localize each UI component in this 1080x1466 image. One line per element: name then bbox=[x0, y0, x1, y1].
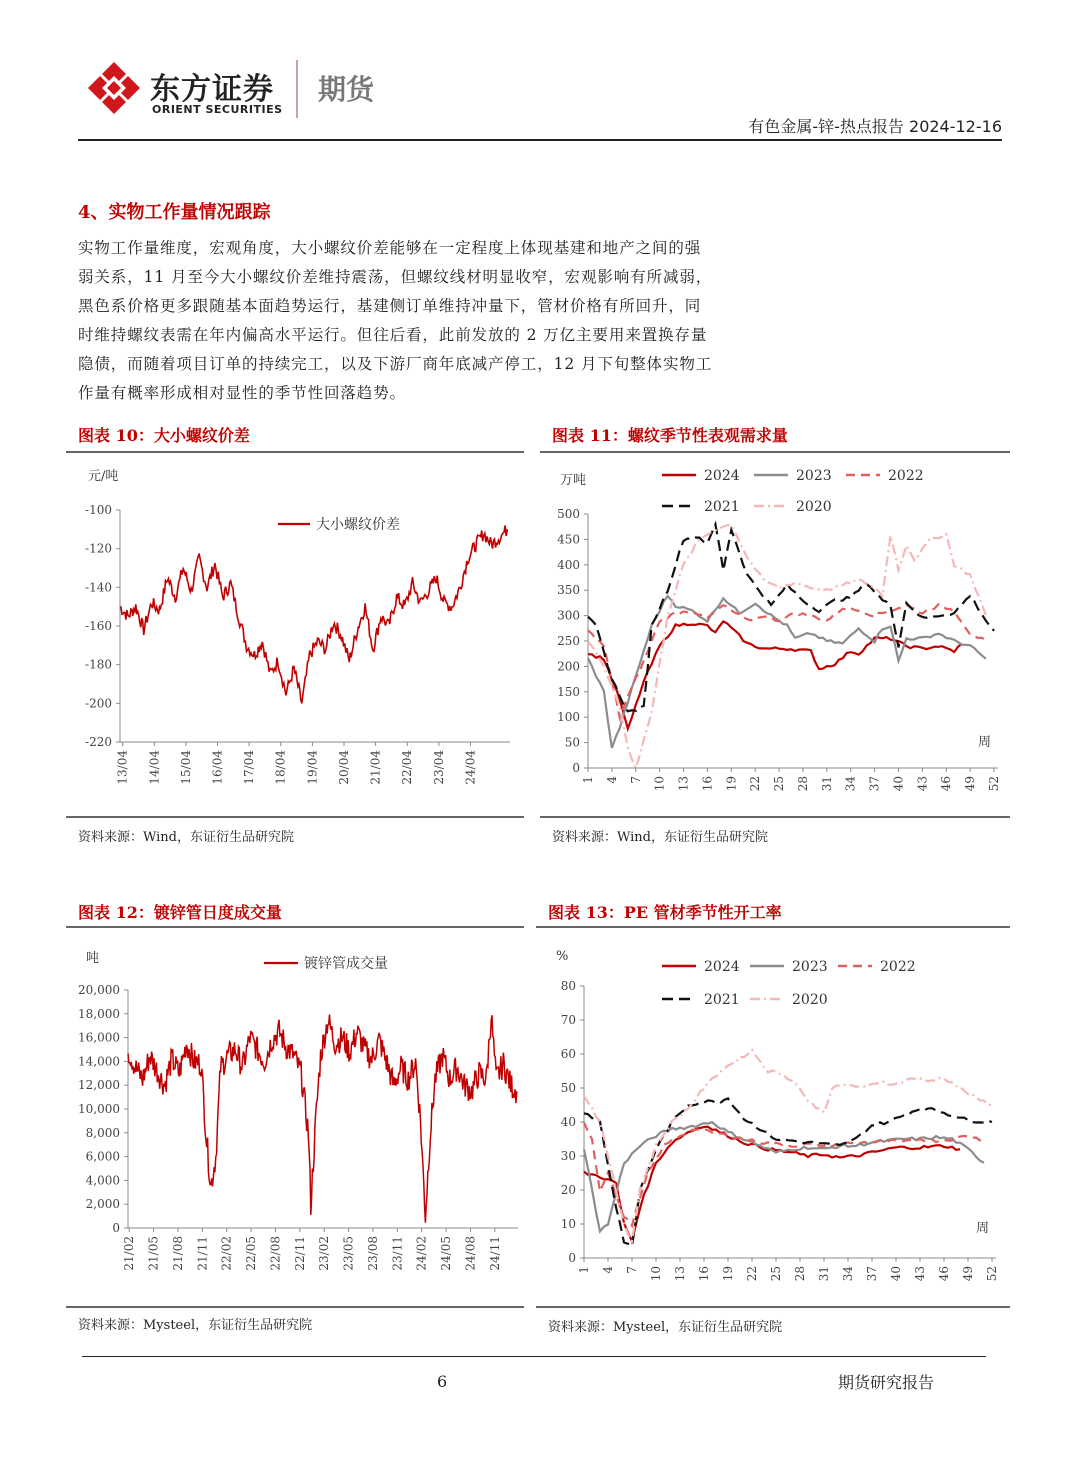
y-tick-label: 40 bbox=[560, 1115, 576, 1129]
x-tick-label: 24/04 bbox=[463, 750, 478, 785]
legend-label-2022: 2022 bbox=[888, 468, 924, 484]
x-tick-label: 22/04 bbox=[400, 750, 415, 785]
x-tick-label: 10 bbox=[649, 1266, 663, 1282]
figure-13-source: 资料来源：Mysteel，东证衍生品研究院 bbox=[548, 1320, 783, 1335]
figure-11-source: 资料来源：Wind，东证衍生品研究院 bbox=[552, 830, 768, 845]
y-tick-label: 100 bbox=[557, 710, 580, 725]
chart-galvanized-volume bbox=[66, 932, 524, 1302]
y-tick-label: 18,000 bbox=[78, 1006, 120, 1021]
legend-label-2020: 2020 bbox=[792, 992, 828, 1008]
footer-label: 期货研究报告 bbox=[838, 1373, 935, 1392]
section-paragraph bbox=[78, 234, 1008, 408]
y-tick-label: 50 bbox=[564, 735, 580, 750]
y-tick-label: 50 bbox=[560, 1081, 576, 1095]
figure-12-source: 资料来源：Mysteel，东证衍生品研究院 bbox=[78, 1318, 313, 1333]
x-tick-label: 23/04 bbox=[431, 750, 446, 785]
logo-name-en: ORIENT SECURITIES bbox=[152, 103, 283, 116]
y-tick-label: 300 bbox=[557, 608, 580, 623]
x-tick-label: 43 bbox=[915, 776, 930, 792]
logo-name-cn: 东方证券 bbox=[150, 72, 274, 107]
y-axis-unit: 元/吨 bbox=[88, 469, 119, 484]
x-tick-label: 24/02 bbox=[414, 1236, 429, 1271]
y-tick-label: 500 bbox=[557, 507, 580, 521]
x-tick-label: 13 bbox=[673, 1266, 687, 1282]
x-tick-label: 20/04 bbox=[336, 750, 351, 785]
legend-label-2021: 2021 bbox=[704, 499, 740, 515]
chart-pe-pipe-rate bbox=[536, 932, 1010, 1302]
x-tick-label: 14/04 bbox=[147, 750, 162, 785]
x-tick-label: 18/04 bbox=[273, 750, 288, 785]
y-tick-label: -100 bbox=[85, 503, 112, 517]
x-tick-label: 17/04 bbox=[242, 750, 257, 785]
x-tick-label: 22/05 bbox=[244, 1236, 259, 1271]
x-tick-label: 25 bbox=[769, 1266, 783, 1282]
series-line-price-spread bbox=[120, 526, 507, 704]
page-number: 6 bbox=[437, 1372, 448, 1391]
header-rule bbox=[78, 139, 1002, 141]
x-tick-label: 52 bbox=[985, 1266, 999, 1282]
y-tick-label: 6,000 bbox=[85, 1149, 120, 1164]
y-tick-label: 250 bbox=[557, 634, 580, 648]
figure-13-title: 图表 13：PE 管材季节性开工率 bbox=[548, 903, 782, 922]
logo-separator bbox=[296, 60, 298, 118]
x-tick-label: 15/04 bbox=[178, 750, 193, 785]
legend-label: 镀锌管成交量 bbox=[304, 956, 388, 972]
x-tick-label: 7 bbox=[625, 1266, 639, 1274]
x-tick-label: 21/08 bbox=[170, 1236, 185, 1271]
y-tick-label: -180 bbox=[85, 657, 112, 672]
report-title: 有色金属-锌-热点报告 2024-12-16 bbox=[748, 117, 1002, 136]
y-tick-label: 16,000 bbox=[78, 1030, 120, 1045]
x-tick-label: 21/05 bbox=[146, 1236, 161, 1271]
x-tick-label: 24/08 bbox=[463, 1236, 478, 1271]
series-line-2024 bbox=[584, 1127, 960, 1242]
figure-13-bottom-rule bbox=[536, 1306, 1010, 1308]
paragraph-line: 时维持螺纹表需在年内偏高水平运行。但往后看，此前发放的 2 万亿主要用来置换存量 bbox=[78, 326, 708, 344]
x-tick-label: 22 bbox=[745, 1266, 759, 1282]
figure-11-title: 图表 11：螺纹季节性表观需求量 bbox=[552, 426, 788, 445]
x-tick-label: 10 bbox=[652, 776, 667, 792]
x-tick-label: 43 bbox=[913, 1266, 927, 1282]
x-axis-unit: 周 bbox=[978, 735, 992, 750]
chart-price-spread bbox=[66, 456, 524, 812]
legend-label-2023: 2023 bbox=[792, 959, 828, 975]
x-tick-label: 46 bbox=[939, 776, 954, 792]
figure-12-title: 图表 12：镀锌管日度成交量 bbox=[78, 903, 282, 922]
y-tick-label: 400 bbox=[557, 557, 580, 572]
x-tick-label: 23/05 bbox=[341, 1236, 356, 1271]
y-tick-label: 450 bbox=[557, 532, 580, 547]
y-axis-unit: 吨 bbox=[86, 951, 100, 966]
figure-12-bottom-rule bbox=[66, 1306, 524, 1308]
x-tick-label: 23/02 bbox=[317, 1236, 332, 1271]
figure-12-top-rule bbox=[66, 926, 524, 928]
x-tick-label: 49 bbox=[963, 776, 978, 792]
x-tick-label: 13/04 bbox=[115, 750, 130, 785]
logo-icon bbox=[88, 62, 140, 114]
x-tick-label: 40 bbox=[889, 1266, 903, 1282]
logo-futures: 期货 bbox=[318, 73, 375, 106]
legend-label-2021: 2021 bbox=[704, 992, 740, 1008]
x-axis-unit: 周 bbox=[976, 1221, 990, 1236]
x-tick-label: 28 bbox=[793, 1266, 807, 1282]
y-tick-label: 14,000 bbox=[78, 1054, 120, 1069]
x-tick-label: 13 bbox=[676, 776, 691, 792]
x-tick-label: 31 bbox=[817, 1266, 831, 1282]
x-tick-label: 19 bbox=[724, 776, 739, 792]
y-tick-label: 12,000 bbox=[78, 1078, 120, 1093]
chart-rebar-demand bbox=[540, 456, 1010, 812]
x-tick-label: 37 bbox=[865, 1266, 879, 1282]
series-line-2021 bbox=[584, 1098, 992, 1246]
figure-11-bottom-rule bbox=[540, 816, 1010, 818]
paragraph-line: 作量有概率形成相对显性的季节性回落趋势。 bbox=[78, 384, 407, 402]
figure-10-source: 资料来源：Wind，东证衍生品研究院 bbox=[78, 830, 294, 845]
figure-13-top-rule bbox=[536, 926, 1010, 928]
x-tick-label: 1 bbox=[577, 1266, 591, 1274]
x-tick-label: 46 bbox=[937, 1266, 951, 1282]
x-tick-label: 16 bbox=[700, 776, 715, 792]
x-tick-label: 24/05 bbox=[439, 1236, 454, 1271]
series-line-2020 bbox=[588, 525, 986, 768]
x-tick-label: 4 bbox=[601, 1266, 615, 1274]
x-tick-label: 23/11 bbox=[390, 1236, 405, 1271]
figure-10-title: 图表 10：大小螺纹价差 bbox=[78, 426, 250, 445]
x-tick-label: 1 bbox=[581, 776, 595, 784]
series-line-2021 bbox=[588, 524, 994, 711]
paragraph-line: 黑色系价格更多跟随基本面趋势运行，基建侧订单维持冲量下，管材价格有所回升，同 bbox=[78, 297, 702, 315]
x-tick-label: 23/08 bbox=[365, 1236, 380, 1271]
figure-10-bottom-rule bbox=[66, 816, 524, 818]
y-axis-unit: % bbox=[556, 949, 569, 964]
x-tick-label: 52 bbox=[987, 776, 1001, 792]
y-tick-label: -220 bbox=[85, 735, 112, 749]
paragraph-line: 实物工作量维度，宏观角度，大小螺纹价差能够在一定程度上体现基建和地产之间的强 bbox=[78, 239, 702, 257]
y-axis-unit: 万吨 bbox=[560, 473, 587, 488]
y-tick-label: 10 bbox=[560, 1217, 576, 1231]
x-tick-label: 22/08 bbox=[268, 1236, 283, 1271]
y-tick-label: 4,000 bbox=[85, 1173, 120, 1188]
y-tick-label: -140 bbox=[85, 580, 112, 595]
figure-10-top-rule bbox=[66, 451, 524, 453]
series-line-galvanized bbox=[128, 1015, 517, 1223]
legend-label-2024: 2024 bbox=[704, 468, 740, 484]
y-tick-label: 20 bbox=[560, 1183, 576, 1197]
legend-label-2022: 2022 bbox=[880, 959, 916, 975]
y-tick-label: 60 bbox=[560, 1047, 576, 1061]
x-tick-label: 25 bbox=[772, 776, 787, 792]
x-tick-label: 34 bbox=[843, 776, 858, 792]
x-tick-label: 40 bbox=[891, 776, 906, 792]
x-tick-label: 4 bbox=[604, 776, 619, 784]
x-tick-label: 22/02 bbox=[219, 1236, 234, 1271]
y-tick-label: 200 bbox=[557, 659, 580, 674]
section-title: 4、实物工作量情况跟踪 bbox=[78, 202, 271, 223]
x-tick-label: 21/04 bbox=[368, 750, 383, 785]
legend-label-2023: 2023 bbox=[796, 468, 832, 484]
x-tick-label: 19 bbox=[721, 1266, 735, 1282]
figure-11-top-rule bbox=[540, 451, 1010, 453]
x-tick-label: 34 bbox=[841, 1266, 855, 1282]
y-tick-label: 10,000 bbox=[78, 1102, 120, 1116]
x-tick-label: 28 bbox=[795, 776, 810, 792]
y-tick-label: 150 bbox=[557, 684, 580, 699]
y-tick-label: 0 bbox=[112, 1221, 120, 1235]
legend-label-2020: 2020 bbox=[796, 499, 832, 515]
x-tick-label: 16 bbox=[697, 1266, 711, 1282]
x-tick-label: 49 bbox=[961, 1266, 975, 1282]
x-tick-label: 16/04 bbox=[210, 750, 225, 785]
y-tick-label: 350 bbox=[557, 583, 580, 598]
series-line-2022 bbox=[588, 604, 986, 718]
x-tick-label: 24/11 bbox=[487, 1236, 502, 1271]
y-tick-label: 8,000 bbox=[85, 1125, 120, 1140]
x-tick-label: 22 bbox=[748, 776, 763, 792]
y-tick-label: 30 bbox=[560, 1149, 576, 1163]
x-tick-label: 21/02 bbox=[122, 1236, 137, 1271]
x-tick-label: 7 bbox=[628, 776, 643, 784]
y-tick-label: 0 bbox=[568, 1251, 576, 1265]
footer-rule bbox=[82, 1356, 986, 1357]
x-tick-label: 19/04 bbox=[305, 750, 320, 785]
y-tick-label: 20,000 bbox=[78, 983, 120, 997]
x-tick-label: 21/11 bbox=[195, 1236, 210, 1271]
y-tick-label: 70 bbox=[560, 1013, 576, 1027]
x-tick-label: 22/11 bbox=[292, 1236, 307, 1271]
y-tick-label: 80 bbox=[560, 979, 576, 993]
y-tick-label: -200 bbox=[85, 696, 112, 711]
x-tick-label: 37 bbox=[867, 776, 882, 792]
y-tick-label: 0 bbox=[572, 761, 580, 775]
y-tick-label: -120 bbox=[85, 541, 112, 556]
y-tick-label: -160 bbox=[85, 619, 112, 633]
paragraph-line: 弱关系，11 月至今大小螺纹价差维持震荡，但螺纹线材明显收窄，宏观影响有所减弱， bbox=[78, 268, 713, 286]
logo bbox=[88, 62, 140, 114]
legend-label: 大小螺纹价差 bbox=[316, 517, 400, 533]
legend-label-2024: 2024 bbox=[704, 959, 740, 975]
paragraph-line: 隐债，而随着项目订单的持续完工，以及下游厂商年底减产停工，12 月下旬整体实物工 bbox=[78, 355, 713, 373]
x-tick-label: 31 bbox=[819, 776, 834, 792]
y-tick-label: 2,000 bbox=[85, 1197, 120, 1212]
